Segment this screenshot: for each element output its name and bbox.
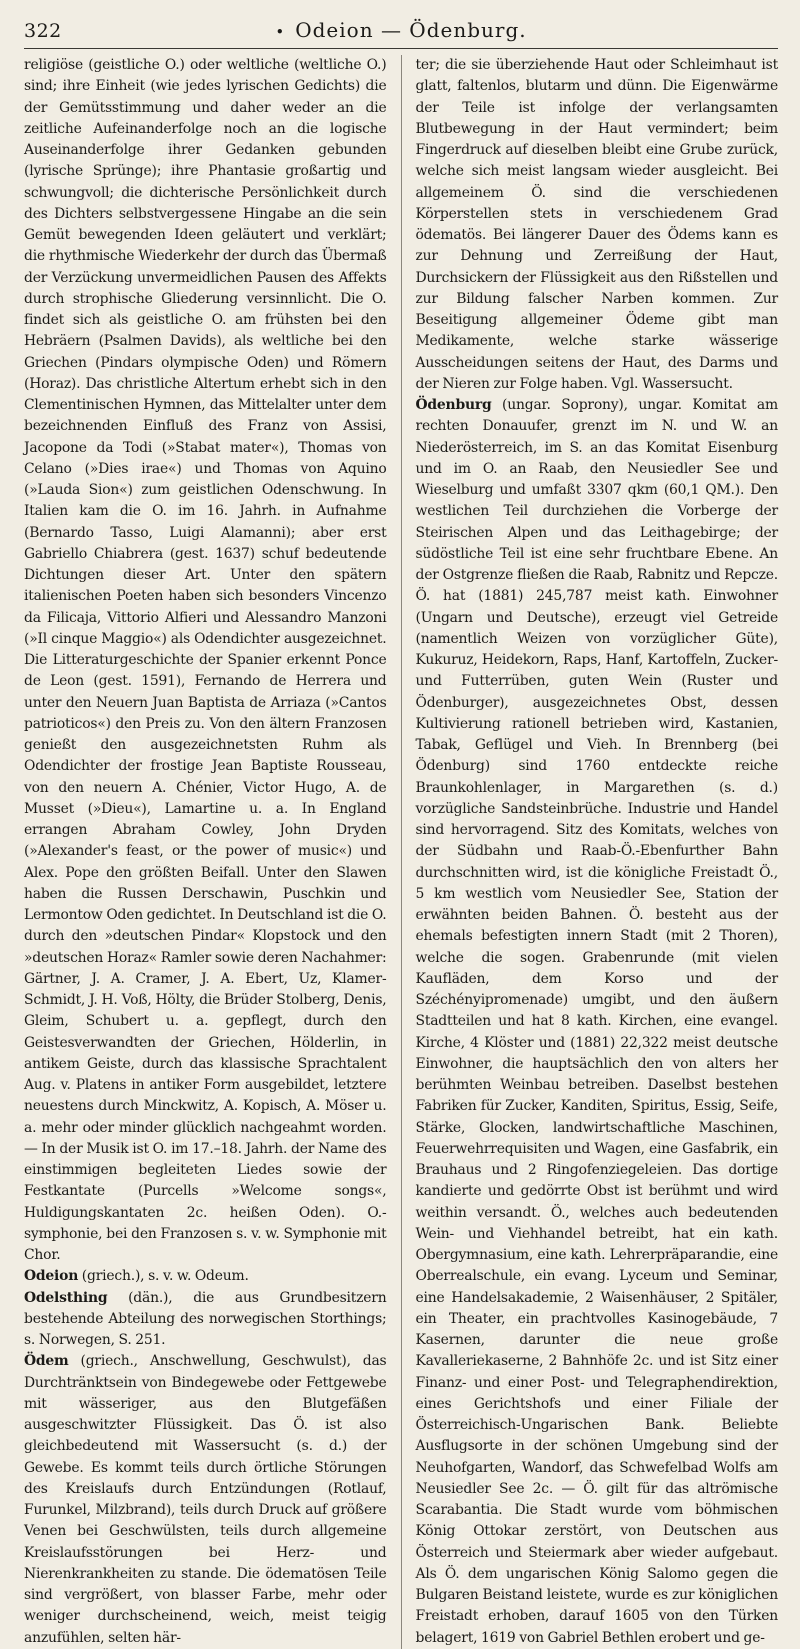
entry-oedenburg <box>416 395 779 1649</box>
entry-odelsthing <box>24 1288 387 1352</box>
entry-odeion <box>24 1266 387 1287</box>
column-divider <box>401 55 402 1649</box>
lemma-oedem: Ödem <box>24 1353 69 1370</box>
text-columns <box>24 55 778 1649</box>
entry-odeion-text: (griech.), s. v. w. Odeum. <box>78 1268 249 1285</box>
page-number: 322 <box>24 20 62 42</box>
lemma-oedenburg: Ödenburg <box>415 397 492 413</box>
lemma-odeion: Odeion <box>24 1268 79 1285</box>
right-column <box>416 55 779 1649</box>
running-title <box>24 18 778 42</box>
running-title-text: Odeion — Ödenburg. <box>295 18 527 42</box>
entry-oedenburg-text: (ungar. Soprony), ungar. Komitat am rechten Donauufer, grenzt im N. und W. an Niederösterreich, im S. an das Komitat Eisenburg und im O. an Raab, den Neusiedler See und Wieselburg und umfaßt 3307 qkm (60,1 QM.). Den westlichen Teil durchziehen die Vorberge der Steirischen Alpen und das Leithagebirge; der südöstliche Teil ist eine sehr fruchtbare Ebene. An der Ostgrenze fließen die Raab, Rabnitz und Repcze. Ö. hat (1881) 245,787 meist kath. Einwohner (Ungarn und Deutsche), erzeugt viel Getreide (namentlich Weizen von vorzüglicher Güte), Kukuruz, Heidekorn, Raps, Hanf, Kartoffeln, Zucker- und Futterrüben, guten Wein (Ruster und Ödenburger), ausgezeichnetes Obst, dessen Kultivierung rationell betrieben wird, Kastanien, Tabak, Geflügel und Vieh. In Brennberg (bei Ödenburg) sind 1760 entdeckte reiche Braunkohlenlager, in Margarethen (s. d.) vorzügliche Sandsteinbrüche. Industrie und Handel sind hervorragend. Sitz des Komitats, welches von der Südbahn und Raab-Ö.-Ebenfurther Bahn durchschnitten wird, ist die königliche Freistadt Ö., 5 km westlich vom Neusiedler See, Station der erwähnten beiden Bahnen. Ö. besteht aus der ehemals befestigten innern Stadt (mit 2 Thoren), welche die sogen. Grabenrunde (mit vielen Kaufläden, dem Korso und der Széchényipromenade) umgibt, und den äußern Stadtteilen und hat 8 kath. Kirchen, eine evangel. Kirche, 4 Klöster und (1881) 22,322 meist deutsche Einwohner, die hauptsächlich den von alters her berühmten Weinbau betreiben. Daselbst bestehen Fabriken für Zucker, Kanditen, Spiritus, Essig, Seife, Stärke, Glocken, landwirtschaftliche Maschinen, Feuerwehrrequisiten und Wagen, eine Gasfabrik, ein Brauhaus und 2 Ringofenziegeleien. Das dortige kandierte und gedörrte Obst ist berühmt und wird weithin versandt. Ö., welches auch bedeutenden Wein- und Viehhandel betreibt, hat ein kath. Obergymnasium, eine kath. Lehrerpräparandie, eine Oberrealschule, ein evang. Lyceum und Seminar, eine Handelsakademie, 2 Waisenhäuser, 2 Spitäler, ein Theater, ein prachtvolles Kasinogebäude, 7 Kasernen, darunter die neue große Kavalleriekaserne, 2 Bahnhöfe 2c. und ist Sitz einer Finanz- und einer Post- und Telegraphendirektion, eines Gerichtshofs und einer Filiale der Österreichisch-Ungarischen Bank. Beliebte Ausflugsorte in der schönen Umgebung sind der Neuhofgarten, Wandorf, das Schwefelbad Wolfs am Neusiedler See 2c. — Ö. gilt für das altrömische Scarabantia. Die Stadt wurde vom böhmischen König Ottokar zerstört, von Deutschen aus Österreich und Steiermark aber wieder aufgebaut. Als Ö. dem ungarischen König Salomo gegen die Bulgaren Beistand leistete, wurde es zur königlichen Freistadt erhoben, darauf 1605 von den Türken belagert, 1619 von Gabriel Bethlen erobert und ge- <box>415 397 778 1646</box>
page-header <box>24 14 778 49</box>
entry-oedem-continuation: ter; die sie überziehende Haut oder Schleimhaut ist glatt, faltenlos, blutarm und dünn. Die Eigenwärme der Teile ist infolge der verlangsamten Blutbewegung in der Haut vermindert; beim Fingerdruck auf dieselben bleibt eine Grube zurück, welche sich meist langsam wieder ausgleicht. Bei allgemeinem Ö. sind die verschiedenen Körperstellen stets in verschiedenem Grad ödematös. Bei längerer Dauer des Ödems kann es zur Dehnung und Zerreißung der Haut, Durchsickern der Flüssigkeit aus den Rißstellen und zur Bildung falscher Narben kommen. Zur Beseitigung allgemeiner Ödeme gibt man Medikamente, welche starke wässerige Ausscheidungen seitens der Haut, des Darms und der Nieren zur Folge haben. Vgl. Wassersucht. <box>415 57 778 392</box>
entry-ode-continuation: religiöse (geistliche O.) oder weltliche (weltliche O.) sind; ihre Einheit (wie jedes lyrischen Gedichts) die der Gemütsstimmung und daher weder an die zeitliche Aufeinanderfolge noch an die logische Auseinanderfolge ihrer Gedanken gebunden (lyrische Sprünge); ihre Phantasie großartig und schwungvoll; die dichterische Persönlichkeit durch des Dichters selbstvergessene Hingabe an die sein Gemüt bewegenden Ideen geläutert und verklärt; die rhythmische Wiederkehr der durch das Übermaß der Verzückung unvermeidlichen Pausen des Affekts durch strophische Gliederung versinnlicht. Die O. findet sich als geistliche O. am frühsten bei den Hebräern (Psalmen Davids), als weltliche bei den Griechen (Pindars olympische Oden) und Römern (Horaz). Das christliche Altertum erhebt sich in den Clementinischen Hymnen, das Mittelalter unter dem bezeichnenden Einfluß des Franz von Assisi, Jacopone da Todi (»Stabat mater«), Thomas von Celano (»Dies irae«) und Thomas von Aquino (»Lauda Sion«) zum geistlichen Odenschwung. In Italien kam die O. im 16. Jahrh. in Aufnahme (Bernardo Tasso, Luigi Alamanni); aber erst Gabriello Chiabrera (gest. 1637) schuf bedeutende Dichtungen dieser Art. Unter den spätern italienischen Poeten haben sich besonders Vincenzo da Filicaja, Vittorio Alfieri und Alessandro Manzoni (»Il cinque Maggio«) als Odendichter ausgezeichnet. Die Litteraturgeschichte der Spanier erkennt Ponce de Leon (gest. 1591), Fernando de Herrera und unter den Neuern Juan Baptista de Arriaza (»Cantos patrioticos«) den Preis zu. Von den ältern Franzosen genießt den ausgezeichnetsten Ruhm als Odendichter der frostige Jean Baptiste Rousseau, von den neuern A. Chénier, Victor Hugo, A. de Musset (»Dieu«), Lamartine u. a. In England errangen Abraham Cowley, John Dryden (»Alexander's feast, or the power of music«) und Alex. Pope den größten Beifall. Unter den Slawen haben die Russen Derschawin, Puschkin und Lermontow Oden gedichtet. In Deutschland ist die O. durch den »deutschen Pindar« Klopstock und den »deutschen Horaz« Ramler sowie deren Nachahmer: Gärtner, J. A. Cramer, J. A. Ebert, Uz, Klamer-Schmidt, J. H. Voß, Hölty, die Brüder Stolberg, Denis, Gleim, Schubert u. a. gepflegt, durch den Geistesverwandten der Griechen, Hölderlin, in antikem Geiste, durch das klassische Sprachtalent Aug. v. Platens in antiker Form ausgebildet, letztere neuestens durch Minckwitz, A. Kopisch, A. Möser u. a. mehr oder minder glücklich nachgeahmt worden. — In der Musik ist O. im 17.–18. Jahrh. der Name des einstimmigen begleiteten Liedes sowie der Festkantate (Purcells »Welcome songs«, Huldigungskantaten 2c. heißen Oden). O.-symphonie, bei den Franzosen s. v. w. Symphonie mit Chor. <box>24 57 387 1263</box>
entry-oedem <box>24 1351 387 1649</box>
entry-oedem-text: (griech., Anschwellung, Geschwulst), das Durchtränktsein von Bindegewebe oder Fettgewebe mit wässeriger, aus den Blutgefäßen ausgeschwitzter Flüssigkeit. Das Ö. ist also gleichbedeutend mit Wassersucht (s. d.) der Gewebe. Es kommt teils durch örtliche Störungen des Kreislaufs durch Entzündungen (Rotlauf, Furunkel, Milzbrand), teils durch Druck auf größere Venen bei Geschwülsten, teils durch allgemeine Kreislaufsstörungen bei Herz- und Nierenkrankheiten zu stande. Die ödematösen Teile sind vergrößert, von blasser Farbe, mehr oder weniger durchscheinend, weich, meist teigig anzufühlen, selten här- <box>24 1353 387 1646</box>
lemma-odelsthing: Odelsthing <box>24 1289 108 1306</box>
bullet-mark-icon: • <box>275 23 286 41</box>
entry-odelsthing-text: (dän.), die aus Grundbesitzern bestehende Abteilung des norwegischen Storthings; s. Norwegen, S. 251. <box>24 1289 387 1348</box>
left-column <box>24 55 387 1649</box>
